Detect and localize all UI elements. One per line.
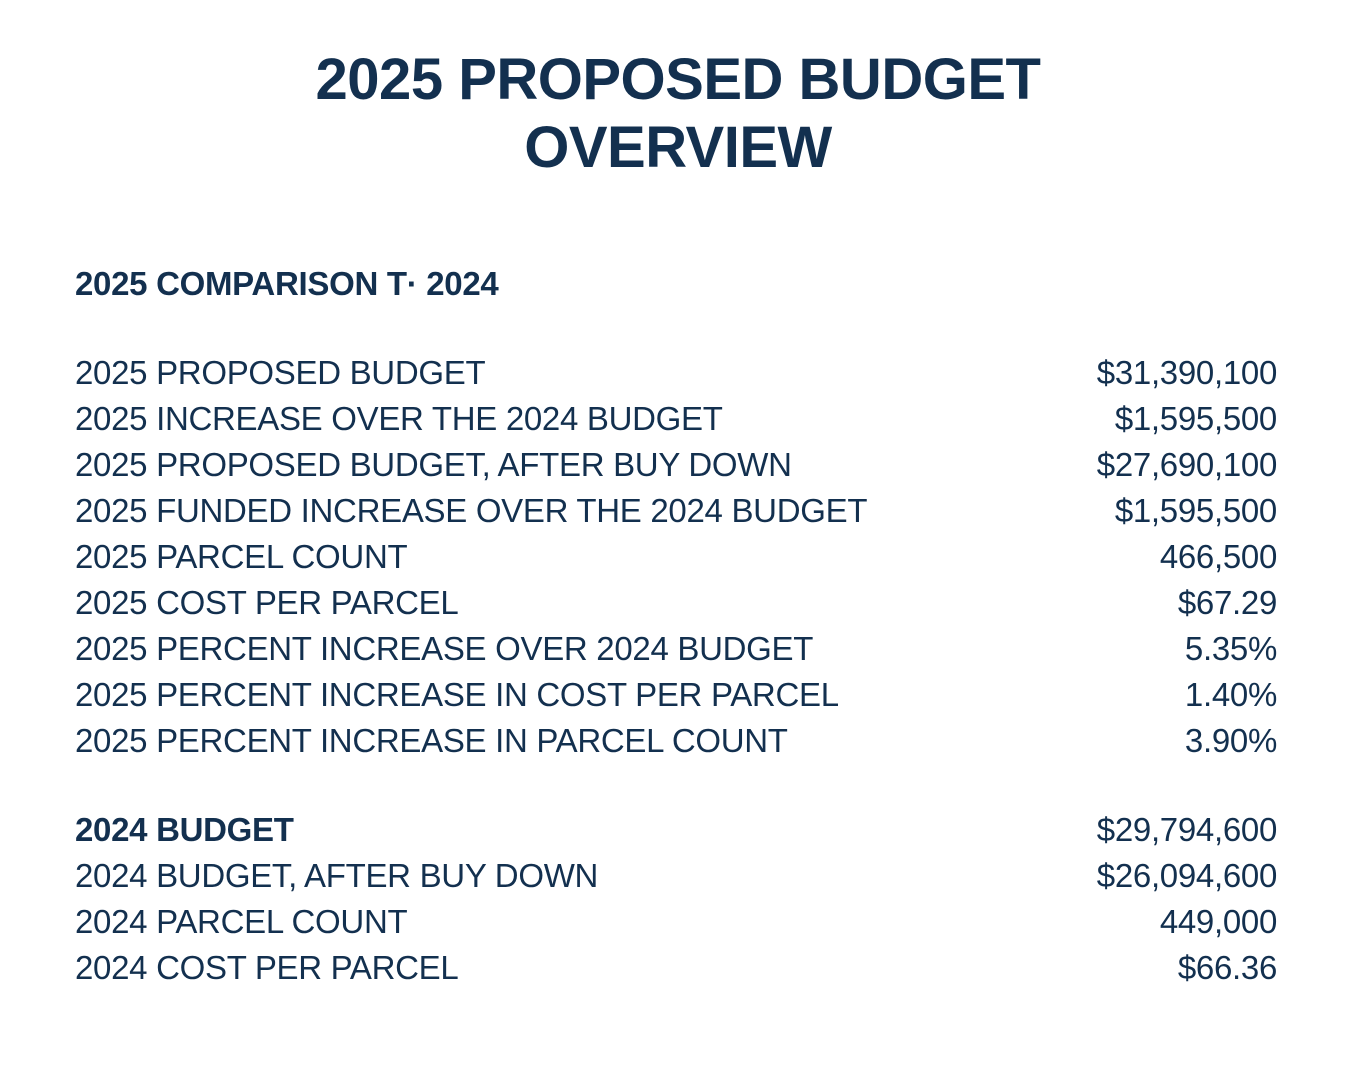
row-value: 3.90% (1184, 722, 1277, 759)
list-item (75, 718, 1277, 764)
list-item (75, 580, 1277, 626)
row-value: 466,500 (1159, 538, 1277, 575)
row-label: 2024 PARCEL COUNT (75, 903, 408, 940)
row-value: 1.40% (1184, 676, 1277, 713)
list-item (75, 488, 1277, 534)
list-item (75, 350, 1277, 396)
row-label: 2024 BUDGET, AFTER BUY DOWN (75, 857, 599, 894)
row-label: 2025 PERCENT INCREASE OVER 2024 BUDGET (75, 630, 814, 667)
row-label: 2025 PARCEL COUNT (75, 538, 408, 575)
row-value: $1,595,500 (1114, 400, 1277, 437)
list-item (75, 672, 1277, 718)
list-item (75, 899, 1277, 945)
list-item (75, 396, 1277, 442)
list-item (75, 626, 1277, 672)
row-value: $66.36 (1177, 949, 1277, 986)
list-item (75, 945, 1277, 991)
page-title-line-1: 2025 PROPOSED BUDGET (315, 47, 1041, 112)
list-item (75, 853, 1277, 899)
row-value: $31,390,100 (1096, 354, 1277, 391)
row-label: 2025 PROPOSED BUDGET, AFTER BUY DOWN (75, 446, 792, 483)
section-heading: 2025 COMPARISON T· 2024 (75, 265, 499, 302)
row-value: $26,094,600 (1096, 857, 1277, 894)
row-value: 449,000 (1159, 903, 1277, 940)
row-value: $67.29 (1177, 584, 1277, 621)
list-item (75, 807, 1277, 853)
row-value: $29,794,600 (1096, 811, 1277, 848)
page-title-line-2: OVERVIEW (524, 115, 832, 180)
row-value: $27,690,100 (1096, 446, 1277, 483)
row-label: 2025 PERCENT INCREASE IN COST PER PARCEL (75, 676, 839, 713)
row-label: 2025 COST PER PARCEL (75, 584, 459, 621)
row-label: 2025 PROPOSED BUDGET (75, 354, 486, 391)
list-item (75, 534, 1277, 580)
row-label: 2025 PERCENT INCREASE IN PARCEL COUNT (75, 722, 788, 759)
budget-2024-list (75, 807, 1277, 991)
row-label: 2025 INCREASE OVER THE 2024 BUDGET (75, 400, 723, 437)
row-value: 5.35% (1184, 630, 1277, 667)
row-value: $1,595,500 (1114, 492, 1277, 529)
row-label: 2024 COST PER PARCEL (75, 949, 459, 986)
row-label: 2025 FUNDED INCREASE OVER THE 2024 BUDGET (75, 492, 868, 529)
list-item (75, 442, 1277, 488)
comparison-2025-list (75, 350, 1277, 764)
page-title (0, 46, 1356, 182)
row-label: 2024 BUDGET (75, 811, 294, 848)
